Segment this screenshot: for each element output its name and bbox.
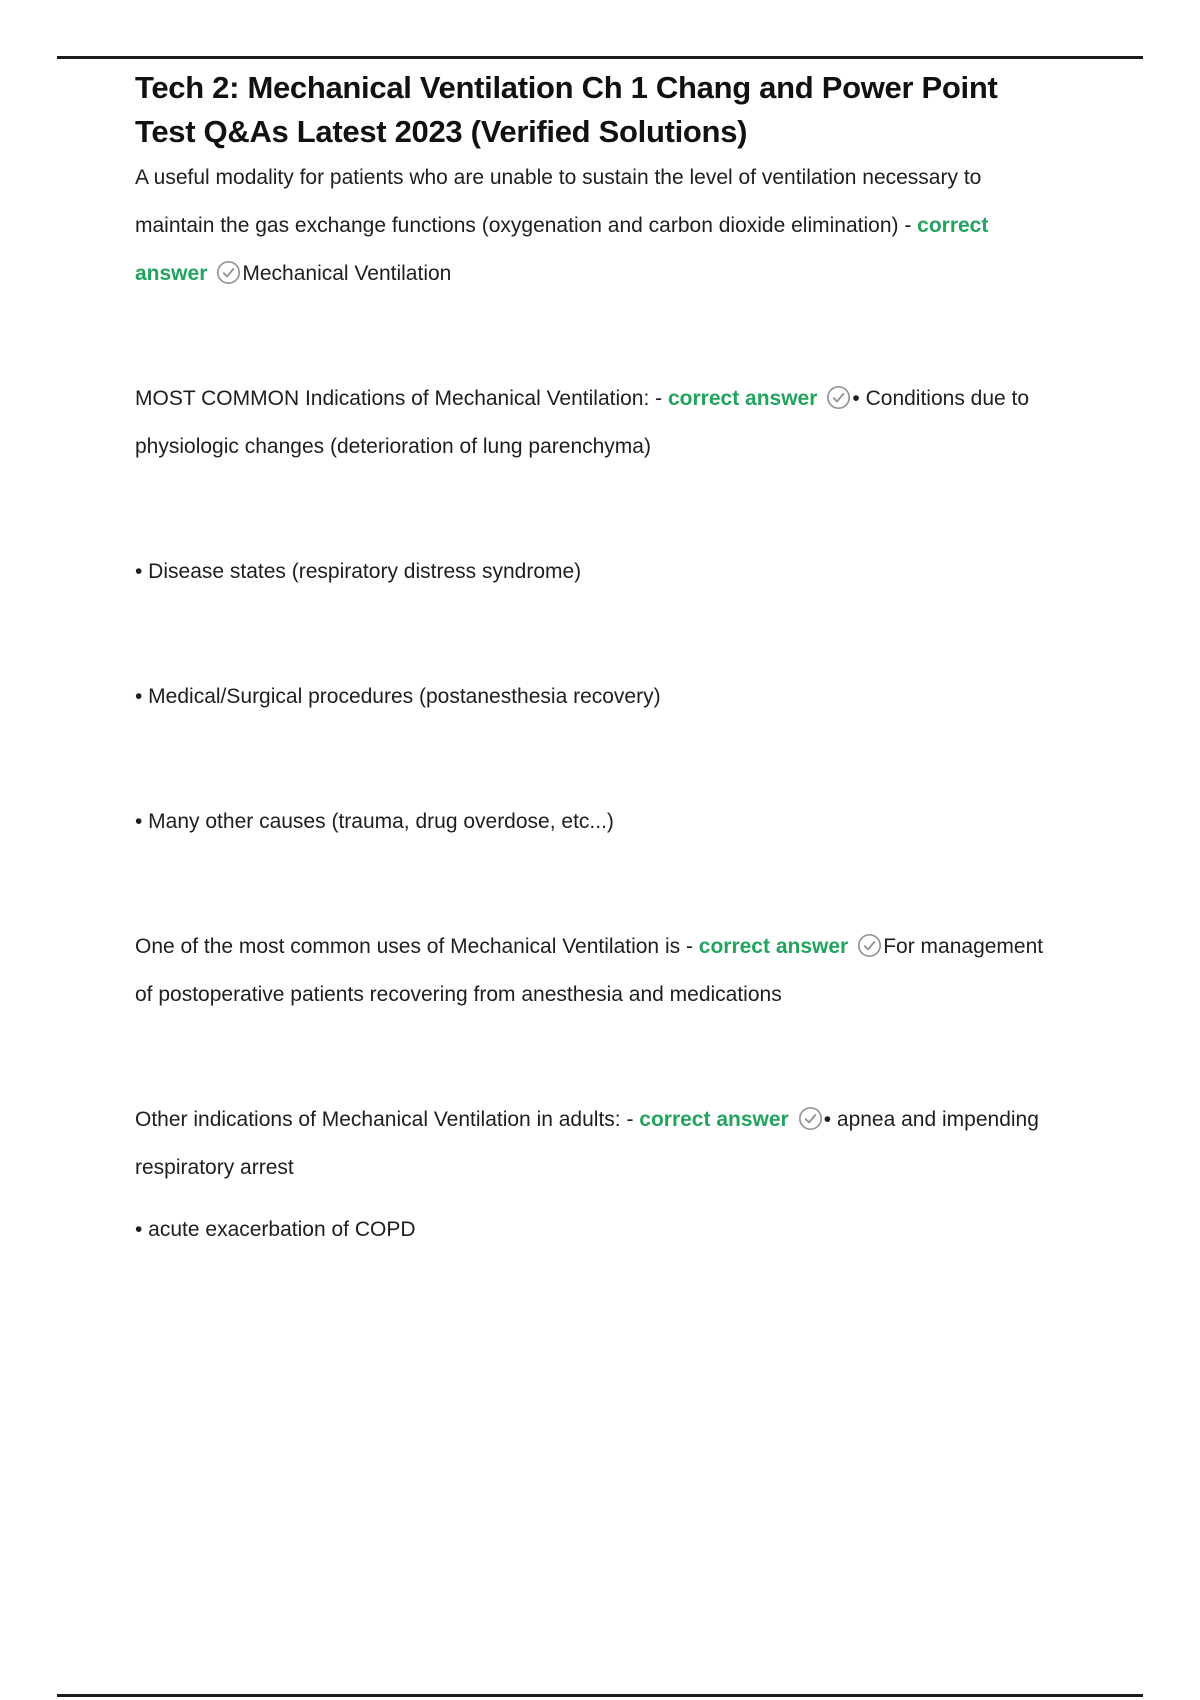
bullet-item (135, 548, 1045, 596)
qa-paragraph (135, 375, 1045, 471)
document-content (135, 66, 1045, 1254)
question-text: Other indications of Mechanical Ventilation in adults: - (135, 1108, 640, 1131)
correct-answer-label: correct answer (639, 1108, 789, 1131)
bullet-item (135, 1206, 1045, 1254)
bullet-text: • Medical/Surgical procedures (postanesthesia recovery) (135, 685, 661, 708)
answer-text: • apnea and impending respiratory arrest (135, 1108, 1039, 1179)
qa-paragraph (135, 923, 1045, 1019)
document-blocks (135, 154, 1045, 1254)
bottom-rule (57, 1694, 1143, 1697)
question-text: One of the most common uses of Mechanical Ventilation is - (135, 935, 699, 958)
answer-text: Mechanical Ventilation (242, 262, 452, 285)
bullet-text: • acute exacerbation of COPD (135, 1218, 416, 1241)
bullet-text: • Many other causes (trauma, drug overdose, etc...) (135, 810, 614, 833)
bullet-item (135, 798, 1045, 846)
bullet-text: • Disease states (respiratory distress syndrome) (135, 560, 582, 583)
correct-answer-label: correct answer (135, 214, 989, 285)
question-text: MOST COMMON Indications of Mechanical Ventilation: - (135, 387, 668, 410)
question-text: A useful modality for patients who are unable to sustain the level of ventilation necessary to maintain the gas exchange functions (oxygenation and carbon dioxide elimination) - (135, 166, 982, 237)
verified-check-icon (825, 387, 852, 410)
top-rule (57, 56, 1143, 59)
verified-check-icon (215, 262, 242, 285)
document-title: Tech 2: Mechanical Ventilation Ch 1 Chang and Power Point Test Q&As Latest 2023 (Verified Solutions) (135, 70, 998, 149)
answer-text: • Conditions due to physiologic changes (deterioration of lung parenchyma) (135, 387, 1030, 458)
bullet-item (135, 673, 1045, 721)
qa-paragraph (135, 154, 1045, 298)
correct-answer-label: correct answer (667, 387, 818, 410)
qa-paragraph (135, 1096, 1045, 1192)
correct-answer-label: correct answer (698, 935, 849, 958)
verified-check-icon (856, 935, 883, 958)
verified-check-icon (797, 1108, 824, 1131)
answer-text: For management of postoperative patients recovering from anesthesia and medications (135, 935, 1044, 1006)
